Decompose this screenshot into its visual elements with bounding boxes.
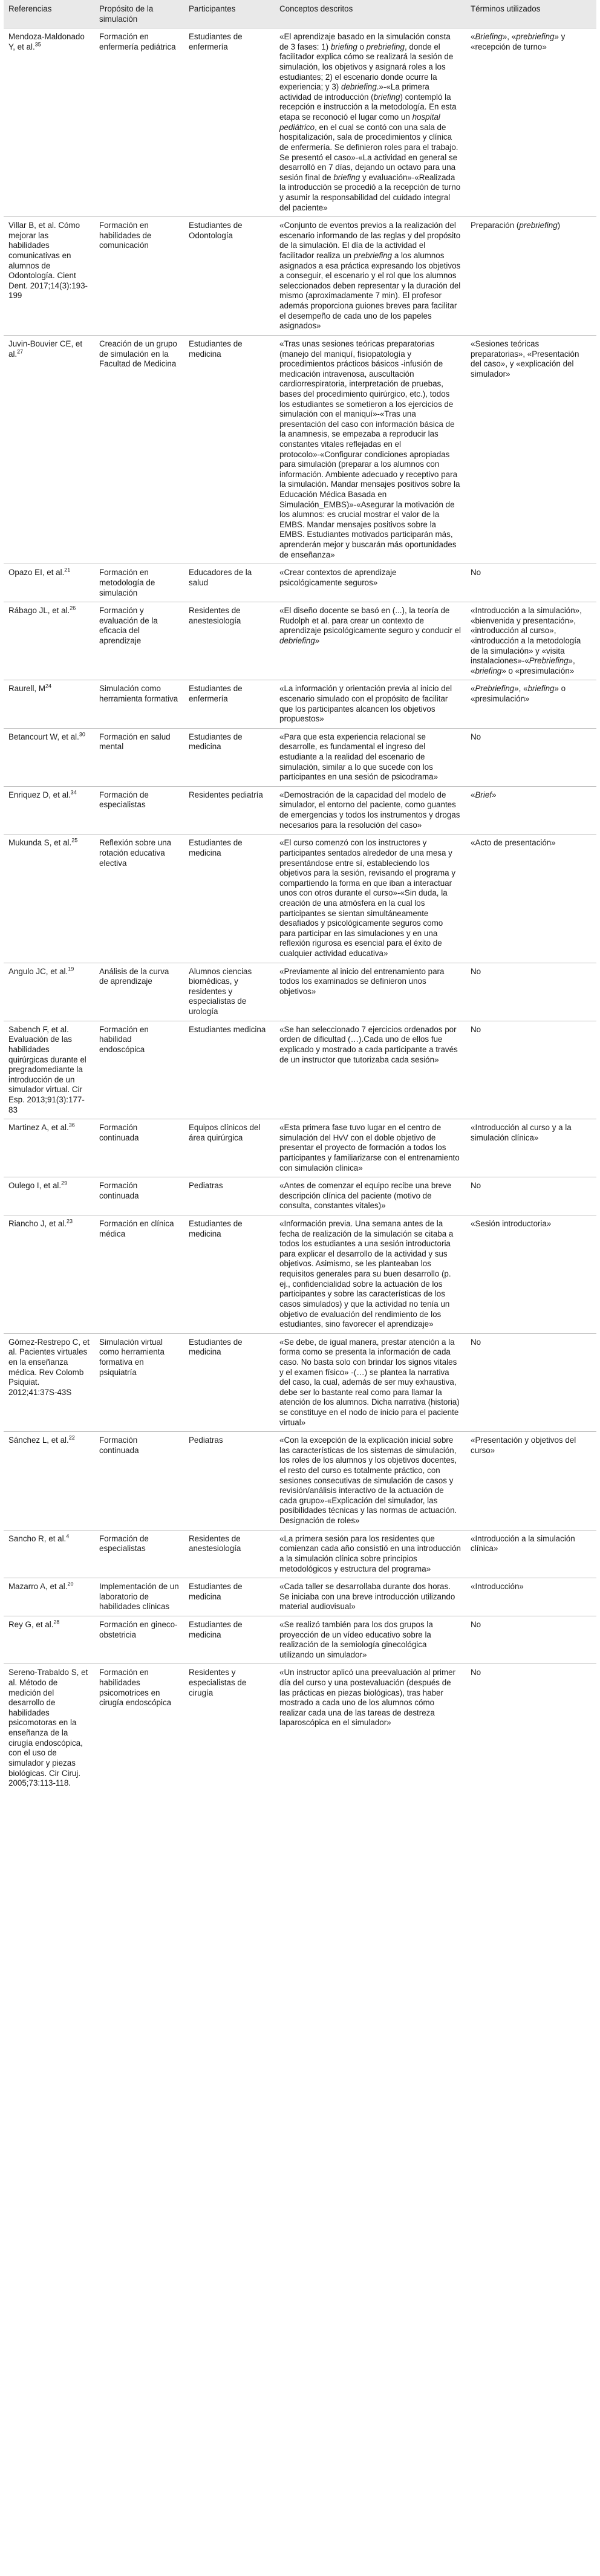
cell-reference: Enriquez D, et al.$^{34}$ (4, 786, 94, 834)
cell-terms: No (466, 963, 596, 1021)
cell-reference: Juvin-Bouvier CE, et al.$^{27}$ (4, 335, 94, 564)
cell-concepts: «El aprendizaje basado en la simulación consta de 3 fases: 1) briefing o prebriefing, donde el facilitador explica cómo se realizará la sesión de simulación, los objetivos y asignará roles a los estudiantes; 2) el escenario donde ocurre la experiencia; y 3) debriefing.»-«La primera actividad de introducción (briefing) contempló la recepción e instrucción a la metodología. En esta etapa se reconoció el lugar como un hospital pediátrico, en el cual se contó con una sala de hospitalización, sala de procedimientos y clínica de enfermería. Se definieron roles para el trabajo. Se presentó el caso»-«La actividad en general se desarrolló en 7 días, dejando un octavo para una sesión final de briefing y evaluación»-«Realizada la introducción se procedió a la recepción de turno y asumir la responsabilidad del cuidado integral del paciente» (275, 28, 466, 217)
cell-purpose: Formación en clínica médica (94, 1215, 184, 1334)
cell-purpose: Formación en enfermería pediátrica (94, 28, 184, 217)
references-table (4, 0, 596, 1792)
cell-reference: Sancho R, et al.$^4$ (4, 1530, 94, 1578)
table-body (4, 28, 596, 1792)
header-conceptos: Conceptos descritos (275, 0, 466, 28)
cell-reference: Angulo JC, et al.$^{19}$ (4, 963, 94, 1021)
cell-participants: Estudiantes medicina (184, 1021, 275, 1119)
cell-purpose: Formación de especialistas (94, 1530, 184, 1578)
cell-terms: No (471, 1668, 481, 1677)
cell-reference: Martinez A, et al.$^{36}$ (4, 1119, 94, 1177)
cell-reference: Betancourt W, et al.$^{30}$ (4, 728, 94, 786)
cell-terms: «Presentación y objetivos del curso» (466, 1432, 596, 1530)
cell-purpose: Simulación virtual como herramienta formativa en psiquiatría (94, 1333, 184, 1431)
table-row (4, 1578, 596, 1616)
cell-concepts: «Antes de comenzar el equipo recibe una breve descripción clínica del paciente (motivo de consulta, constantes vitales)» (275, 1177, 466, 1215)
cell-reference: Sabench F, et al. Evaluación de las habilidades quirúrgicas durante el pregradomediante la introducción de un simulador virtual. Cir Esp. 2013;91(3):177-83 (4, 1021, 94, 1119)
cell-terms: No (466, 1021, 596, 1119)
cell-terms: «Introducción al curso y a la simulación clínica» (466, 1119, 596, 1177)
cell-concepts: «Previamente al inicio del entrenamiento para todos los examinados se definieron unos objetivos» (275, 963, 466, 1021)
cell-reference: Rey G, et al.$^{28}$ (4, 1616, 94, 1664)
cell-terms: «Introducción a la simulación clínica» (466, 1530, 596, 1578)
table-row (4, 28, 596, 217)
cell-purpose: Formación en habilidad endoscópica (94, 1021, 184, 1119)
cell-terms: No (466, 1177, 596, 1215)
table-row (4, 1616, 596, 1664)
cell-participants: Estudiantes de medicina (184, 335, 275, 564)
cell-participants: Estudiantes de enfermería (184, 28, 275, 217)
cell-reference: Mazarro A, et al.$^{20}$ (4, 1578, 94, 1616)
cell-participants: Estudiantes de enfermería (184, 680, 275, 728)
table-row (4, 1530, 596, 1578)
cell-purpose: Formación en habilidades psicomotrices en cirugía endoscópica (99, 1668, 172, 1708)
table-row (4, 680, 596, 728)
cell-concepts: «Esta primera fase tuvo lugar en el centro de simulación del HvV con el doble objetivo de presentar el proyecto de formación a todos los participantes y familiarizarse con el entrenamiento con simulación clínica» (275, 1119, 466, 1177)
cell-purpose: Formación en salud mental (94, 728, 184, 786)
cell-concepts: «Un instructor aplicó una preevaluación al primer día del curso y una postevaluación (después de las prácticas en piezas biológicas), tras haber mostrado a cada uno de los alumnos cómo realizar cada una de las tareas de destreza laparoscópica en el simulador» (279, 1668, 456, 1728)
cell-participants: Pediatras (184, 1432, 275, 1530)
cell-purpose: Formación continuada (94, 1432, 184, 1530)
cell-reference: Mendoza-Maldonado Y, et al.$^{35}$ (4, 28, 94, 217)
cell-participants: Residentes de anestesiología (184, 1530, 275, 1578)
cell-terms: «Acto de presentación» (466, 834, 596, 963)
cell-participants: Estudiantes de medicina (184, 1333, 275, 1431)
cell-reference: Sánchez L, et al.$^{22}$ (4, 1432, 94, 1530)
cell-concepts: «Crear contextos de aprendizaje psicológicamente seguros» (275, 564, 466, 602)
cell-reference: Raurell, $M^{24}$ (4, 680, 94, 728)
cell-concepts: «La información y orientación previa al inicio del escenario simulado con el propósito de facilitar que los participantes alcancen los objetivos propuestos» (275, 680, 466, 728)
cell-terms: «Prebriefing», «briefing» o «presimulación» (466, 680, 596, 728)
header-referencias: Referencias (4, 0, 94, 28)
table-row (4, 963, 596, 1021)
cell-purpose: Formación y evaluación de la eficacia del aprendizaje (94, 602, 184, 680)
header-terminos: Términos utilizados (466, 0, 596, 28)
cell-purpose: Creación de un grupo de simulación en la Facultad de Medicina (94, 335, 184, 564)
cell-purpose: Formación en gineco-obstetricia (94, 1616, 184, 1664)
cell-concepts: «Con la excepción de la explicación inicial sobre las características de los sistemas de simulación, los roles de los alumnos y los objetivos docentes, el resto del curso es totalmente práctico, con sesiones consecutivas de simulación de casos y revisión/análisis interactivo de la actuación de cada grupo»-«Explicación del simulador, las posibilidades técnicas y las normas de actuación. Designación de roles» (275, 1432, 466, 1530)
table-row (4, 1177, 596, 1215)
cell-concepts: «La primera sesión para los residentes que comienzan cada año consistió en una introducción a la simulación clínica sobre principios metodológicos y estructura del programa» (275, 1530, 466, 1578)
cell-participants: Estudiantes de Odontología (184, 217, 275, 336)
cell-participants: Residentes pediatría (184, 786, 275, 834)
cell-participants: Estudiantes de medicina (184, 1616, 275, 1664)
cell-purpose: Formación continuada (94, 1119, 184, 1177)
cell-reference: Mukunda S, et al.$^{25}$ (4, 834, 94, 963)
cell-reference: Villar B, et al. Cómo mejorar las habilidades comunicativas en alumnos de Odontología. Cient Dent. 2017;14(3):193-199 (4, 217, 94, 336)
cell-concepts: «El diseño docente se basó en (...), la teoría de Rudolph et al. para crear un contexto de aprendizaje psicológicamente seguro y conducir el debriefing» (275, 602, 466, 680)
header-participantes: Participantes (184, 0, 275, 28)
table-row (4, 786, 596, 834)
cell-participants: Estudiantes de medicina (184, 834, 275, 963)
cell-concepts: «Se realizó también para los dos grupos la proyección de un vídeo educativo sobre la realización de la semiología ginecológica utilizando un simulador» (275, 1616, 466, 1664)
cell-terms: «Introducción a la simulación», «bienvenida y presentación», «introducción al curso», «introducción a la metodología de la simulación» y «visita instalaciones»-«Prebriefing», «briefing» o «presimulación» (466, 602, 596, 680)
cell-participants: Estudiantes de medicina (184, 1215, 275, 1334)
cell-concepts: «Para que esta experiencia relacional se desarrolle, es fundamental el ingreso del estudiante a la realidad del escenario de simulación, similar a lo que sucede con los participantes en una sesión de psicodrama» (275, 728, 466, 786)
table-row (4, 834, 596, 963)
cell-purpose: Formación en metodología de simulación (94, 564, 184, 602)
cell-participants: Residentes y especialistas de cirugía (189, 1668, 247, 1697)
cell-terms: No (466, 564, 596, 602)
cell-concepts: «Se debe, de igual manera, prestar atención a la forma como se presenta la información de cada caso. No basta solo con brindar los signos vitales y el examen físico» -(…) se plantea la narrativa del caso, la cual, además de ser muy exhaustiva, debe ser lo bastante real como para llamar la atención de los alumnos. Dicha narrativa (historia) se constituye en el nodo de inicio para el paciente virtual» (275, 1333, 466, 1431)
cell-reference: Sereno-Trabaldo S, et al. Método de medición del desarrollo de habilidades psicomotoras en la enseñanza de la cirugía endoscópica, con el uso de simulador y piezas biológicas. Cir Ciruj. 2005;73:113-118. (8, 1668, 88, 1788)
cell-participants: Equipos clínicos del área quirúrgica (184, 1119, 275, 1177)
cell-participants: Educadores de la salud (184, 564, 275, 602)
cell-purpose: Reflexión sobre una rotación educativa electiva (94, 834, 184, 963)
cell-concepts: «Tras unas sesiones teóricas preparatorias (manejo del maniquí, fisiopatología y procedimientos prácticos básicos -infusión de medicación intravenosa, auscultación cardiorrespiratoria, interpretación de pruebas, bases del procedimiento quirúrgico, etc.), todos los estudiantes se sometieron a los ejercicios de simulación con el maniquí»-«Tras una presentación del caso con información básica de la anamnesis, se empezaba a reproducir las constantes vitales reflejadas en el protocolo»-«Configurar condiciones apropiadas para simulación (preparar a los alumnos con información. Ambiente adecuado y receptivo para la simulación. Mandar mensajes positivos sobre la Educación Médica Basada en Simulación_EMBS)»-«Asegurar la motivación de los alumnos: es crucial mostrar el valor de la EMBS. Mandar mensajes positivos sobre la EMBS. Estudiantes motivados participarán más, aprenderán mejor y buscarán más oportunidades de enseñanza» (275, 335, 466, 564)
cell-reference: Oulego I, et al.$^{29}$ (4, 1177, 94, 1215)
cell-purpose: Formación de especialistas (94, 786, 184, 834)
cell-terms: No (466, 1616, 596, 1664)
cell-terms: «Introducción» (466, 1578, 596, 1616)
table-header (4, 0, 596, 28)
cell-concepts: «Información previa. Una semana antes de la fecha de realización de la simulación se citaba a todos los estudiantes a una sesión introductoria para explicar el desarrollo de la actividad y sus objetivos. Asimismo, se les planteaban los requisitos generales para su buen desarrollo (p. ej., confidencialidad sobre la actuación de los participantes y sobre las características de los casos simulados) y que la actividad no tenía un objetivo de evaluación del rendimiento de los estudiantes, sino favorecer el aprendizaje» (275, 1215, 466, 1334)
table-row (4, 564, 596, 602)
cell-concepts: «El curso comenzó con los instructores y participantes sentados alrededor de una mesa y presentándose entre sí, estableciendo los objetivos para la sesión, revisando el programa y compartiendo la forma en que iban a interactuar unos con otros durante el curso»-«Sin duda, la creación de una atmósfera en la cual los participantes se sientan simultáneamente desafiados y psicológicamente seguros como para participar en las simulaciones y en una reflexión rigurosa es esencial para el éxito de cualquier actividad educativa» (275, 834, 466, 963)
cell-terms: «Briefing», «prebriefing» y «recepción de turno» (466, 28, 596, 217)
header-row (4, 0, 596, 28)
cell-participants: Pediatras (184, 1177, 275, 1215)
cell-purpose: Implementación de un laboratorio de habilidades clínicas (94, 1578, 184, 1616)
cell-purpose: Formación continuada (94, 1177, 184, 1215)
cell-terms: No (466, 728, 596, 786)
table-row (4, 1119, 596, 1177)
cell-purpose: Simulación como herramienta formativa (94, 680, 184, 728)
table-row (4, 1432, 596, 1530)
cell-purpose: Análisis de la curva de aprendizaje (94, 963, 184, 1021)
cell-terms: «Sesión introductoria» (466, 1215, 596, 1334)
table-row (4, 602, 596, 680)
cell-concepts: «Demostración de la capacidad del modelo de simulador, el entorno del paciente, como guantes de emergencias y todos los instrumentos y drogas necesarios para la resolución del caso» (275, 786, 466, 834)
cell-participants: Estudiantes de medicina (184, 1578, 275, 1616)
table-row (4, 1021, 596, 1119)
cell-terms: «Brief» (466, 786, 596, 834)
table-row (4, 217, 596, 336)
cell-concepts: «Se han seleccionado 7 ejercicios ordenados por orden de dificultad (…).Cada uno de ellos fue explicado y mostrado a cada participante a través de un instructor que tutorizaba cada sesión» (275, 1021, 466, 1119)
cell-participants: Residentes de anestesiología (184, 602, 275, 680)
cell-participants: Estudiantes de medicina (184, 728, 275, 786)
cell-reference: Opazo EI, et al.$^{21}$ (4, 564, 94, 602)
cell-terms: No (466, 1333, 596, 1431)
table-row (4, 728, 596, 786)
cell-concepts: «Conjunto de eventos previos a la realización del escenario informando de las reglas y del propósito de la simulación. El día de la actividad el facilitador realiza un prebriefing a los alumnos asignados a esa práctica expresando los objetivos a conseguir, el escenario y el rol que los alumnos seleccionados deben representar y la duración del mismo (aproximadamente 7 min). El profesor además proporciona guiones breves para facilitar el desempeño de cada uno de los papeles asignados» (275, 217, 466, 336)
table-row (4, 1664, 596, 1792)
cell-reference: Gómez-Restrepo C, et al. Pacientes virtuales en la enseñanza médica. Rev Colomb Psiquiat. 2012;41:37S-43S (4, 1333, 94, 1431)
cell-purpose: Formación en habilidades de comunicación (94, 217, 184, 336)
table-row (4, 335, 596, 564)
table-row (4, 1333, 596, 1431)
cell-terms: Preparación (prebriefing) (466, 217, 596, 336)
header-proposito: Propósito de la simulación (94, 0, 184, 28)
cell-reference: Rábago JL, et al.$^{26}$ (4, 602, 94, 680)
cell-reference: Riancho J, et al.$^{23}$ (4, 1215, 94, 1334)
cell-concepts: «Cada taller se desarrollaba durante dos horas. Se iniciaba con una breve introducción utilizando material audiovisual» (275, 1578, 466, 1616)
cell-participants: Alumnos ciencias biomédicas, y residentes y especialistas de urología (184, 963, 275, 1021)
table-row (4, 1215, 596, 1334)
cell-terms: «Sesiones teóricas preparatorias», «Presentación del caso», y «explicación del simulador» (466, 335, 596, 564)
